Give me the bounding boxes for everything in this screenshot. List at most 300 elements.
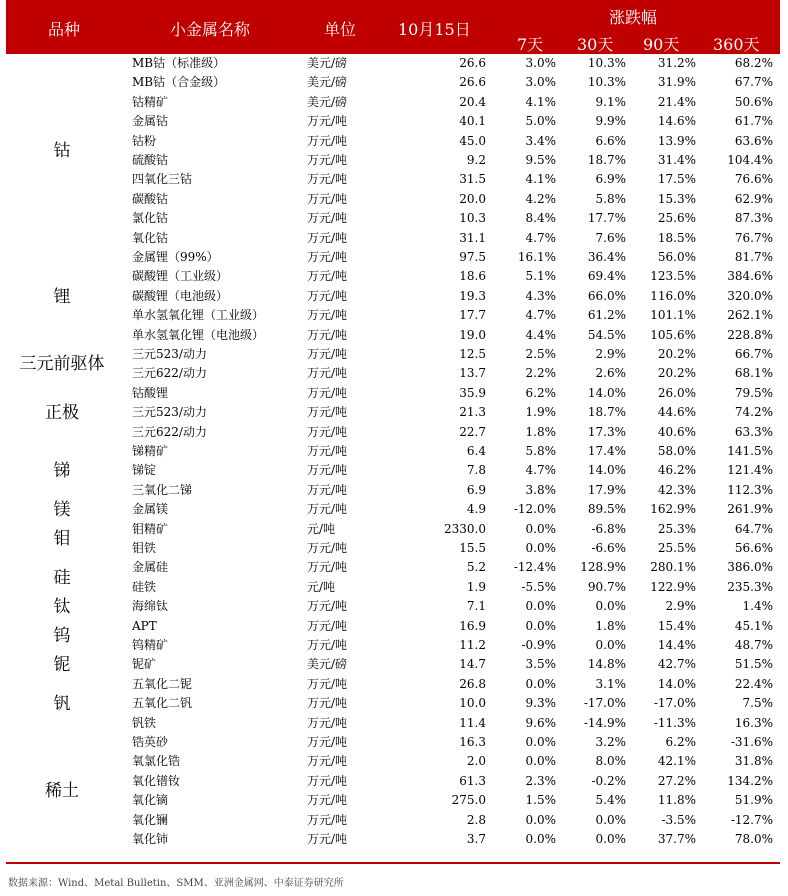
cell-price: 35.9 xyxy=(459,385,486,400)
cell-d30: 10.3% xyxy=(587,56,626,70)
cell-d7: 3.8% xyxy=(525,482,556,497)
cell-d360: 112.3% xyxy=(727,482,773,497)
cell-name: APT xyxy=(132,618,157,633)
cell-d90: 25.3% xyxy=(657,521,696,536)
cell-d360: 66.7% xyxy=(734,347,773,361)
cell-d7: 4.3% xyxy=(525,288,556,303)
table-row xyxy=(6,811,780,830)
cell-unit: 万元/吨 xyxy=(307,541,348,555)
category-label: 锂 xyxy=(53,286,71,307)
cell-d7: 4.1% xyxy=(525,94,556,109)
header-date: 10月15日 xyxy=(398,20,471,39)
table-row xyxy=(6,229,780,248)
category-label: 钼 xyxy=(53,529,71,549)
header-change: 涨跌幅 xyxy=(609,8,658,27)
cell-d30: 5.4% xyxy=(595,793,626,808)
cell-name: 氯化钴 xyxy=(132,211,169,226)
cell-d30: 6.9% xyxy=(595,172,626,187)
table-row xyxy=(6,481,780,500)
table-row xyxy=(6,617,780,636)
cell-d30: -17.0% xyxy=(583,696,626,711)
cell-d30: -6.8% xyxy=(591,521,626,536)
table-row xyxy=(6,403,780,422)
cell-d90: 14.6% xyxy=(657,114,696,129)
table-row xyxy=(6,694,780,713)
cell-d90: 20.2% xyxy=(657,366,696,381)
cell-price: 9.2 xyxy=(466,153,486,167)
cell-name: 三元622/动力 xyxy=(132,424,207,439)
table-row xyxy=(6,151,780,170)
table-row xyxy=(6,558,780,577)
cell-name: MB钴（标准级） xyxy=(132,56,226,70)
cell-price: 1.9 xyxy=(466,579,486,594)
cell-price: 5.2 xyxy=(466,560,486,575)
cell-price: 26.6 xyxy=(459,75,486,90)
cell-price: 275.0 xyxy=(451,793,486,808)
cell-d7: 5.8% xyxy=(525,444,556,458)
cell-price: 14.7 xyxy=(459,657,486,672)
cell-name: 氧氯化锆 xyxy=(132,754,181,769)
cell-d30: 0.0% xyxy=(595,599,626,614)
header-variety: 品种 xyxy=(48,20,81,39)
cell-d7: 0.0% xyxy=(525,812,556,827)
cell-price: 97.5 xyxy=(459,250,486,264)
cell-unit: 美元/磅 xyxy=(307,56,348,70)
cell-d90: 25.5% xyxy=(657,541,696,555)
cell-price: 21.3 xyxy=(459,405,486,420)
cell-price: 19.3 xyxy=(459,288,486,303)
cell-price: 15.5 xyxy=(459,541,486,555)
cell-name: 钴粉 xyxy=(132,133,157,148)
cell-d7: 3.0% xyxy=(525,75,556,90)
cell-unit: 万元/吨 xyxy=(307,832,348,846)
cell-unit: 美元/磅 xyxy=(307,657,348,672)
cell-d360: 134.2% xyxy=(727,773,773,788)
cell-unit: 万元/吨 xyxy=(307,211,348,226)
cell-name: 钴酸锂 xyxy=(132,385,169,400)
table-row xyxy=(6,539,780,558)
cell-d30: 3.1% xyxy=(595,676,626,691)
cell-d7: 4.7% xyxy=(525,308,556,323)
cell-d30: 0.0% xyxy=(595,638,626,652)
cell-d7: 1.8% xyxy=(525,424,556,439)
cell-price: 11.2 xyxy=(459,638,486,652)
table-row xyxy=(6,364,780,383)
cell-d90: 162.9% xyxy=(650,502,696,517)
table-row xyxy=(6,190,780,209)
cell-d360: 235.3% xyxy=(727,579,773,594)
cell-d360: 63.6% xyxy=(734,133,773,148)
cell-d360: 64.7% xyxy=(734,521,773,536)
cell-d90: 42.7% xyxy=(657,657,696,672)
cell-d90: 13.9% xyxy=(657,133,696,148)
table-row xyxy=(6,112,780,131)
category-label: 稀土 xyxy=(45,781,79,802)
cell-d360: 51.9% xyxy=(734,793,773,808)
cell-d30: 14.0% xyxy=(587,463,626,478)
cell-d360: 79.5% xyxy=(734,385,773,400)
cell-d90: 37.7% xyxy=(657,832,696,846)
cell-d360: 22.4% xyxy=(734,676,773,691)
cell-unit: 万元/吨 xyxy=(307,754,348,769)
cell-unit: 万元/吨 xyxy=(307,560,348,575)
table-row xyxy=(6,442,780,461)
cell-price: 6.4 xyxy=(466,444,486,458)
cell-d90: 15.3% xyxy=(657,191,696,206)
cell-unit: 元/吨 xyxy=(307,521,336,536)
cell-d360: -12.7% xyxy=(730,812,773,827)
cell-unit: 万元/吨 xyxy=(307,347,348,361)
cell-d7: 2.2% xyxy=(525,366,556,381)
cell-name: 金属锂（99%） xyxy=(132,250,219,264)
cell-d90: -3.5% xyxy=(661,812,696,827)
header-d30: 30天 xyxy=(577,35,614,54)
cell-d360: 262.1% xyxy=(727,308,773,323)
cell-name: 锑精矿 xyxy=(132,444,169,458)
cell-d90: 17.5% xyxy=(657,172,696,187)
cell-price: 16.3 xyxy=(459,735,486,749)
cell-unit: 万元/吨 xyxy=(307,424,348,439)
cell-unit: 万元/吨 xyxy=(307,327,348,342)
cell-d90: 31.9% xyxy=(657,75,696,90)
cell-d90: 26.0% xyxy=(657,385,696,400)
cell-d90: 18.5% xyxy=(657,230,696,245)
cell-d360: 63.3% xyxy=(734,424,773,439)
table-row xyxy=(6,73,780,92)
cell-price: 4.9 xyxy=(466,502,486,517)
table-row xyxy=(6,752,780,771)
table-row xyxy=(6,384,780,403)
cell-d360: 45.1% xyxy=(734,618,773,633)
cell-d7: 0.0% xyxy=(525,618,556,633)
header-d90: 90天 xyxy=(643,35,680,54)
cell-price: 20.0 xyxy=(459,191,486,206)
cell-d7: 6.2% xyxy=(525,385,556,400)
cell-name: 钼精矿 xyxy=(132,521,169,536)
cell-unit: 万元/吨 xyxy=(307,793,348,808)
cell-d360: 31.8% xyxy=(734,754,773,769)
table-row xyxy=(6,791,780,810)
cell-price: 61.3 xyxy=(459,773,486,788)
cell-price: 10.0 xyxy=(459,696,486,711)
cell-d30: 14.0% xyxy=(587,385,626,400)
cell-price: 13.7 xyxy=(459,366,486,381)
cell-price: 2330.0 xyxy=(444,521,486,536)
table-row xyxy=(6,733,780,752)
cell-d30: 69.4% xyxy=(587,269,626,284)
cell-d360: 62.9% xyxy=(734,191,773,206)
table-row xyxy=(6,267,780,286)
table-row xyxy=(6,326,780,345)
cell-name: 氧化钴 xyxy=(132,230,169,245)
table-row xyxy=(6,461,780,480)
cell-unit: 万元/吨 xyxy=(307,463,348,478)
category-label: 硅 xyxy=(53,567,71,588)
cell-d90: 31.2% xyxy=(657,56,696,70)
cell-d360: 320.0% xyxy=(727,288,773,303)
cell-unit: 万元/吨 xyxy=(307,715,348,730)
table-row xyxy=(6,345,780,364)
cell-d90: 31.4% xyxy=(657,153,696,167)
cell-d7: 3.4% xyxy=(525,133,556,148)
cell-name: 钒铁 xyxy=(132,715,157,730)
table-row xyxy=(6,830,780,849)
cell-d7: 0.0% xyxy=(525,832,556,846)
cell-price: 31.1 xyxy=(459,230,486,245)
cell-d360: 50.6% xyxy=(734,94,773,109)
cell-d90: 6.2% xyxy=(665,735,696,749)
cell-name: 五氧化二铌 xyxy=(132,676,193,691)
cell-unit: 万元/吨 xyxy=(307,250,348,264)
cell-unit: 万元/吨 xyxy=(307,288,348,303)
cell-name: 单水氢氧化锂（工业级） xyxy=(132,308,265,323)
cell-name: 铌矿 xyxy=(132,657,157,672)
cell-d30: -6.6% xyxy=(591,541,626,555)
cell-d90: 101.1% xyxy=(650,308,696,323)
cell-unit: 万元/吨 xyxy=(307,385,348,400)
table-row xyxy=(6,578,780,597)
cell-price: 3.7 xyxy=(466,832,486,846)
cell-d7: 0.0% xyxy=(525,599,556,614)
cell-price: 19.0 xyxy=(459,327,486,342)
table-row xyxy=(6,423,780,442)
cell-d360: 74.2% xyxy=(734,405,773,420)
cell-name: 锆英砂 xyxy=(132,735,169,749)
cell-d90: 14.0% xyxy=(657,676,696,691)
cell-name: 钴精矿 xyxy=(132,94,169,109)
cell-d360: 51.5% xyxy=(734,657,773,672)
cell-d7: 0.0% xyxy=(525,735,556,749)
cell-d7: 0.0% xyxy=(525,754,556,769)
table-row xyxy=(6,209,780,228)
cell-unit: 万元/吨 xyxy=(307,676,348,691)
cell-name: 四氧化三钴 xyxy=(132,172,193,187)
cell-name: 碳酸钴 xyxy=(132,191,169,206)
cell-d360: 104.4% xyxy=(727,153,773,167)
cell-unit: 万元/吨 xyxy=(307,696,348,711)
cell-d30: 2.6% xyxy=(595,366,626,381)
cell-d360: 228.8% xyxy=(727,327,773,342)
cell-d90: 105.6% xyxy=(650,327,696,342)
cell-d30: 90.7% xyxy=(587,579,626,594)
cell-d360: 1.4% xyxy=(742,599,773,614)
cell-d360: 16.3% xyxy=(734,715,773,730)
cell-unit: 万元/吨 xyxy=(307,812,348,827)
cell-name: 三氧化二锑 xyxy=(132,482,193,497)
cell-d30: 14.8% xyxy=(587,657,626,672)
cell-unit: 万元/吨 xyxy=(307,405,348,420)
cell-d90: 40.6% xyxy=(657,424,696,439)
cell-name: 三元523/动力 xyxy=(132,347,207,361)
cell-d360: 61.7% xyxy=(734,114,773,129)
cell-price: 18.6 xyxy=(459,269,486,284)
cell-d30: 18.7% xyxy=(587,153,626,167)
table-row xyxy=(6,248,780,267)
cell-price: 2.0 xyxy=(466,754,486,769)
table-row xyxy=(6,93,780,112)
cell-unit: 万元/吨 xyxy=(307,153,348,167)
cell-d30: 54.5% xyxy=(587,327,626,342)
cell-d90: 14.4% xyxy=(657,638,696,652)
cell-name: 金属硅 xyxy=(132,560,169,575)
cell-name: 三元622/动力 xyxy=(132,366,207,381)
table-row xyxy=(6,132,780,151)
cell-unit: 万元/吨 xyxy=(307,618,348,633)
cell-d90: -11.3% xyxy=(653,715,696,730)
cell-d30: 8.0% xyxy=(595,754,626,769)
cell-d30: 6.6% xyxy=(595,133,626,148)
cell-d360: 68.1% xyxy=(734,366,773,381)
cell-price: 40.1 xyxy=(459,114,486,129)
source-note: 数据来源：Wind、Metal Bulletin、SMM、亚洲金属网、中泰证券研究所 xyxy=(8,878,344,889)
cell-unit: 万元/吨 xyxy=(307,172,348,187)
cell-d360: 141.5% xyxy=(727,444,773,458)
cell-d30: 17.3% xyxy=(587,424,626,439)
cell-d30: 9.9% xyxy=(595,114,626,129)
cell-d360: 76.6% xyxy=(734,172,773,187)
table-row xyxy=(6,306,780,325)
cell-price: 31.5 xyxy=(459,172,486,187)
cell-unit: 万元/吨 xyxy=(307,269,348,284)
cell-name: 氧化铈 xyxy=(132,832,169,846)
cell-unit: 万元/吨 xyxy=(307,638,348,652)
cell-d90: 58.0% xyxy=(657,444,696,458)
table-row xyxy=(6,655,780,674)
table-row xyxy=(6,54,780,73)
cell-d90: 21.4% xyxy=(657,94,696,109)
cell-unit: 万元/吨 xyxy=(307,308,348,323)
cell-d30: 61.2% xyxy=(587,308,626,323)
table-row xyxy=(6,772,780,791)
category-label: 钨 xyxy=(53,626,71,646)
cell-d7: 4.7% xyxy=(525,230,556,245)
table-header xyxy=(6,0,780,54)
header-d360: 360天 xyxy=(713,35,760,54)
cell-name: 金属钴 xyxy=(132,114,169,129)
cell-price: 11.4 xyxy=(459,715,486,730)
cell-d7: 3.0% xyxy=(525,56,556,70)
cell-d7: 9.6% xyxy=(525,715,556,730)
cell-name: 氧化镝 xyxy=(132,793,169,808)
cell-d30: 0.0% xyxy=(595,832,626,846)
cell-d90: 42.3% xyxy=(657,482,696,497)
cell-d90: 46.2% xyxy=(657,463,696,478)
table-row xyxy=(6,714,780,733)
cell-unit: 元/吨 xyxy=(307,579,336,594)
cell-d30: 3.2% xyxy=(595,735,626,749)
cell-d90: 20.2% xyxy=(657,347,696,361)
cell-d7: 5.0% xyxy=(525,114,556,129)
cell-d90: 15.4% xyxy=(657,618,696,633)
cell-name: 五氧化二钒 xyxy=(132,696,193,711)
cell-name: 钼铁 xyxy=(132,541,157,555)
cell-d30: 5.8% xyxy=(595,191,626,206)
cell-d30: 18.7% xyxy=(587,405,626,420)
cell-name: 金属镁 xyxy=(132,502,169,517)
category-label: 钒 xyxy=(53,693,71,714)
cell-d30: 66.0% xyxy=(587,288,626,303)
cell-unit: 美元/磅 xyxy=(307,94,348,109)
cell-unit: 万元/吨 xyxy=(307,444,348,458)
cell-d30: 128.9% xyxy=(580,560,626,575)
cell-price: 22.7 xyxy=(459,424,486,439)
cell-d90: 56.0% xyxy=(657,250,696,264)
cell-name: 氧化镨钕 xyxy=(132,773,181,788)
cell-price: 10.3 xyxy=(459,211,486,226)
cell-d90: 42.1% xyxy=(657,754,696,769)
cell-d90: 123.5% xyxy=(650,269,696,284)
cell-d7: 4.2% xyxy=(525,191,556,206)
cell-unit: 万元/吨 xyxy=(307,482,348,497)
cell-d7: 16.1% xyxy=(517,250,556,264)
cell-price: 45.0 xyxy=(459,133,486,148)
cell-name: 钨精矿 xyxy=(132,638,169,652)
cell-unit: 万元/吨 xyxy=(307,191,348,206)
cell-d90: 122.9% xyxy=(650,579,696,594)
cell-name: 硫酸钴 xyxy=(132,153,169,167)
table-row xyxy=(6,170,780,189)
cell-d7: 2.5% xyxy=(525,347,556,361)
table-row xyxy=(6,597,780,616)
cell-d90: 116.0% xyxy=(650,288,696,303)
cell-name: 锑锭 xyxy=(132,463,157,478)
cell-price: 26.8 xyxy=(459,676,486,691)
category-label: 钴 xyxy=(53,141,71,161)
cell-d30: 0.0% xyxy=(595,812,626,827)
cell-d360: 68.2% xyxy=(734,56,773,70)
cell-d7: 8.4% xyxy=(525,211,556,226)
cell-d30: 1.8% xyxy=(595,618,626,633)
cell-d90: 2.9% xyxy=(665,599,696,614)
table-row xyxy=(6,520,780,539)
cell-d7: 1.5% xyxy=(525,793,556,808)
category-label: 铌 xyxy=(53,655,71,676)
cell-unit: 万元/吨 xyxy=(307,599,348,614)
category-label: 三元前驱体 xyxy=(19,354,105,375)
cell-d7: 0.0% xyxy=(525,676,556,691)
cell-price: 6.9 xyxy=(466,482,486,497)
category-label: 镁 xyxy=(53,499,71,520)
price-table xyxy=(6,54,780,862)
cell-d30: -14.9% xyxy=(583,715,626,730)
header-name: 小金属名称 xyxy=(170,20,251,39)
cell-d360: 56.6% xyxy=(734,541,773,555)
cell-d90: 27.2% xyxy=(657,773,696,788)
cell-d90: 280.1% xyxy=(650,560,696,575)
cell-d360: 7.5% xyxy=(742,696,773,711)
cell-d360: 78.0% xyxy=(734,832,773,846)
category-label: 钛 xyxy=(53,596,71,617)
cell-d360: 261.9% xyxy=(727,502,773,517)
cell-name: 单水氢氧化锂（电池级） xyxy=(132,327,265,342)
cell-name: MB钴（合金级） xyxy=(132,75,226,90)
cell-d30: 9.1% xyxy=(595,94,626,109)
cell-d30: 2.9% xyxy=(595,347,626,361)
cell-d7: -0.9% xyxy=(521,638,556,652)
cell-d30: 17.4% xyxy=(587,444,626,458)
cell-name: 氧化镧 xyxy=(132,812,169,827)
cell-d7: 2.3% xyxy=(525,773,556,788)
table-row xyxy=(6,675,780,694)
cell-unit: 万元/吨 xyxy=(307,366,348,381)
cell-name: 硅铁 xyxy=(132,579,157,594)
cell-d7: 9.5% xyxy=(525,153,556,167)
cell-d7: 9.3% xyxy=(525,696,556,711)
cell-price: 12.5 xyxy=(459,347,486,361)
cell-d360: 76.7% xyxy=(734,230,773,245)
table-row xyxy=(6,287,780,306)
cell-d360: 384.6% xyxy=(727,269,773,284)
